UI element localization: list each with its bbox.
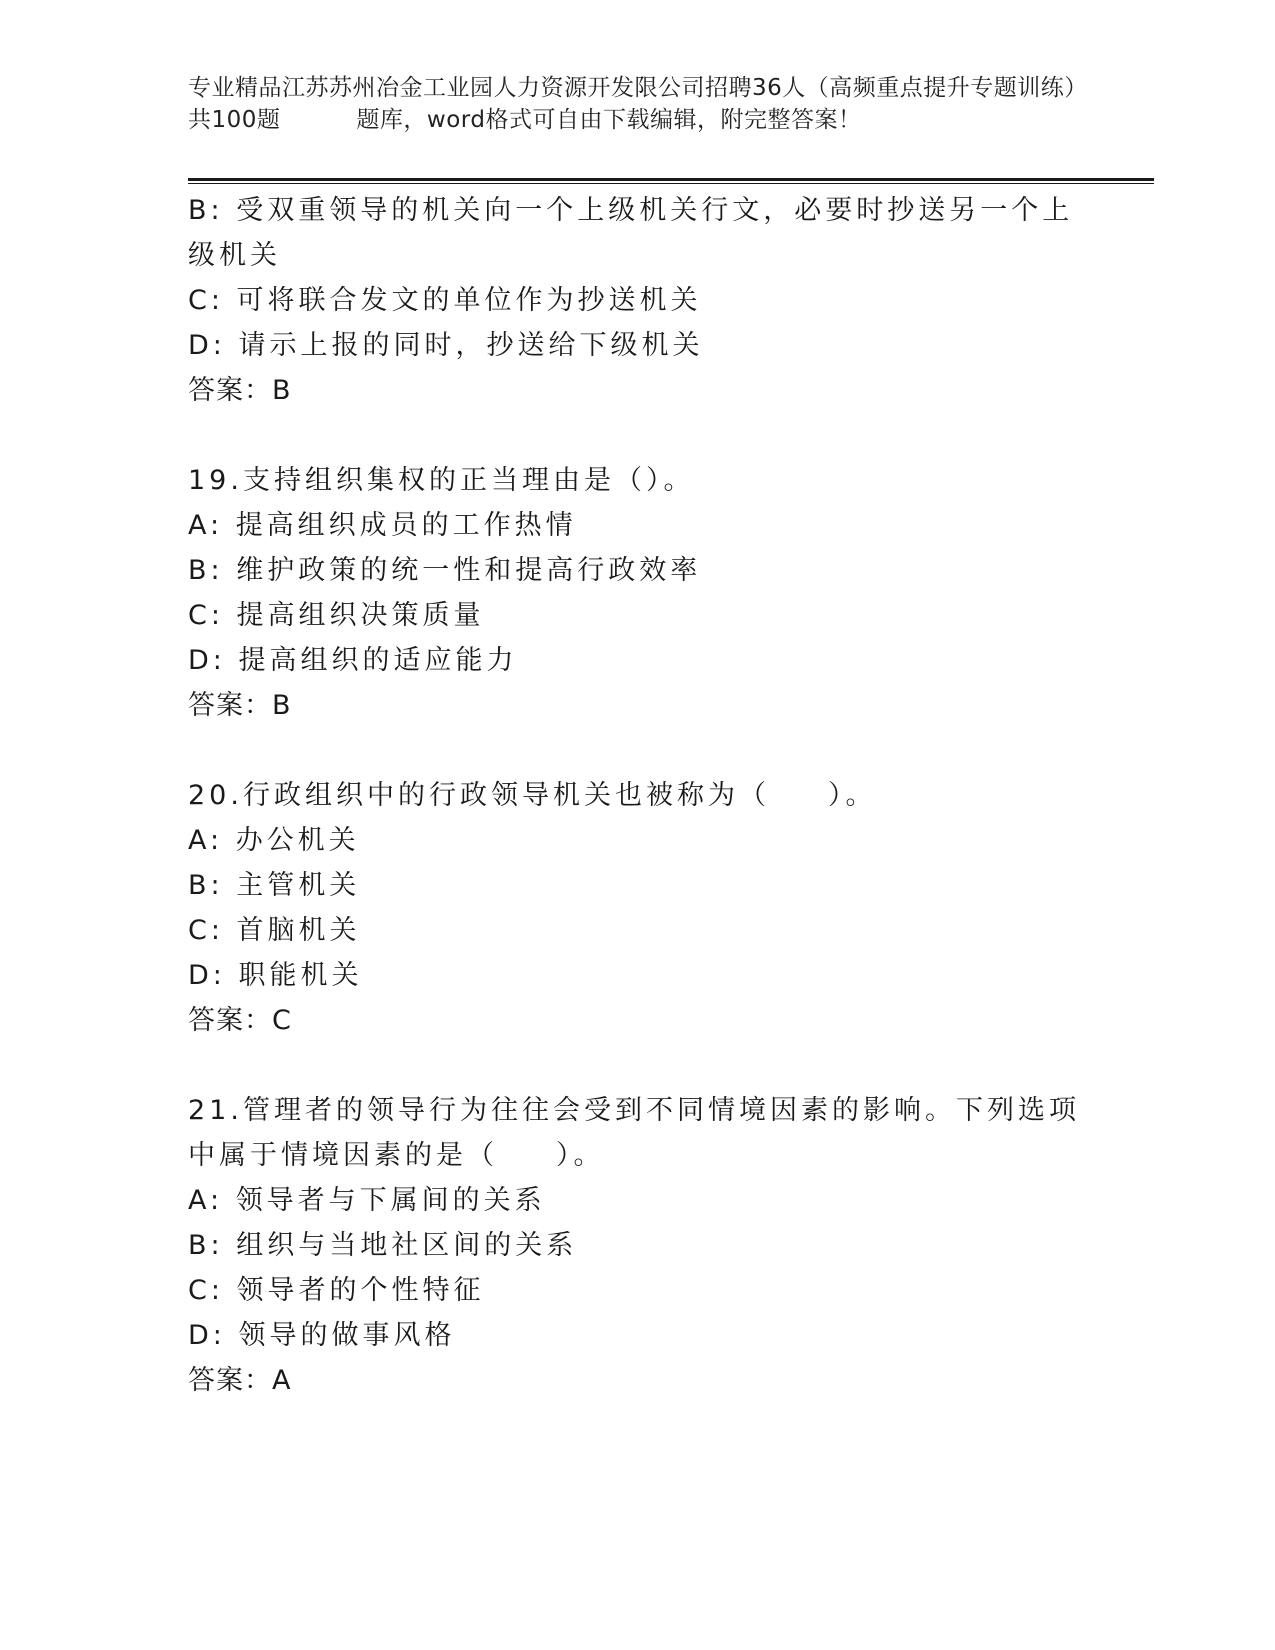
option-line bbox=[188, 323, 1088, 368]
option-line bbox=[188, 278, 1088, 323]
option-label: C: bbox=[188, 600, 237, 631]
option-line bbox=[188, 1313, 1088, 1358]
document-body bbox=[188, 188, 1088, 1403]
option-label: C: bbox=[188, 285, 237, 316]
answer-line: 答案：C bbox=[188, 1005, 292, 1036]
option-line bbox=[188, 1268, 1088, 1313]
option-label: C: bbox=[188, 1275, 237, 1306]
option-line bbox=[188, 593, 1088, 638]
question-number: 21. bbox=[188, 1095, 243, 1126]
question-text: 支持组织集权的正当理由是（）。 bbox=[242, 465, 695, 496]
option-label: D: bbox=[188, 330, 239, 361]
option-line bbox=[188, 188, 1088, 278]
answer-line: 答案：B bbox=[188, 375, 292, 406]
option-line bbox=[188, 908, 1088, 953]
option-line bbox=[188, 863, 1088, 908]
option-label: A: bbox=[188, 825, 236, 856]
option-line bbox=[188, 1178, 1088, 1223]
option-text: 领导者与下属间的关系 bbox=[235, 1185, 546, 1216]
option-text: 可将联合发文的单位作为抄送机关 bbox=[236, 285, 702, 316]
option-label: B: bbox=[188, 195, 237, 226]
answer-line: 答案：A bbox=[188, 1365, 292, 1396]
option-label: A: bbox=[188, 510, 236, 541]
option-line bbox=[188, 953, 1088, 998]
option-text: 提高组织决策质量 bbox=[236, 600, 485, 631]
option-label: A: bbox=[188, 1185, 236, 1216]
option-text: 领导的做事风格 bbox=[238, 1320, 456, 1351]
option-text: 办公机关 bbox=[235, 825, 360, 856]
option-label: B: bbox=[188, 555, 237, 586]
question-19 bbox=[188, 458, 1088, 728]
option-text: 提高组织成员的工作热情 bbox=[235, 510, 577, 541]
answer-line: 答案：B bbox=[188, 690, 292, 721]
question-text: 行政组织中的行政领导机关也被称为（ bbox=[242, 780, 770, 811]
question-stem bbox=[188, 1088, 1088, 1178]
document-header bbox=[188, 72, 1088, 136]
carryover-block bbox=[188, 188, 1088, 413]
question-text: 管理者的领导行为往往会受到不同情境因素的影响。下列选项中属于情境因素的是（ bbox=[188, 1095, 1080, 1171]
option-text: 提高组织的适应能力 bbox=[238, 645, 518, 676]
question-number: 19. bbox=[188, 465, 243, 496]
option-text: 受双重领导的机关向一个上级机关行文，必要时抄送另一个上级机关 bbox=[188, 195, 1074, 271]
header-title-part2: 题库，word格式可自由下载编辑，附完整答案！ bbox=[356, 107, 862, 133]
option-text: 组织与当地社区间的关系 bbox=[236, 1230, 578, 1261]
option-text: 请示上报的同时，抄送给下级机关 bbox=[238, 330, 704, 361]
option-label: B: bbox=[188, 1230, 237, 1261]
option-text: 主管机关 bbox=[236, 870, 361, 901]
option-line bbox=[188, 818, 1088, 863]
option-label: D: bbox=[188, 645, 239, 676]
option-text: 首脑机关 bbox=[236, 915, 361, 946]
option-label: C: bbox=[188, 915, 237, 946]
question-number: 20. bbox=[188, 780, 243, 811]
question-text-end: ）。 bbox=[827, 780, 877, 811]
option-line bbox=[188, 638, 1088, 683]
question-text-end: ）。 bbox=[556, 1140, 605, 1171]
option-line bbox=[188, 1223, 1088, 1268]
option-line bbox=[188, 548, 1088, 593]
question-20 bbox=[188, 773, 1088, 1043]
option-text: 维护政策的统一性和提高行政效率 bbox=[236, 555, 702, 586]
option-line bbox=[188, 503, 1088, 548]
option-label: D: bbox=[188, 960, 239, 991]
header-title-part1: 专业精品江苏苏州冶金工业园人力资源开发限公司招聘36人（高频重点提升专题训练）共100题 bbox=[188, 75, 1088, 133]
question-stem bbox=[188, 773, 1088, 818]
header-rule-thick bbox=[188, 178, 1154, 181]
option-label: B: bbox=[188, 870, 237, 901]
option-text: 领导者的个性特征 bbox=[236, 1275, 485, 1306]
option-label: D: bbox=[188, 1320, 239, 1351]
question-stem bbox=[188, 458, 1088, 503]
option-text: 职能机关 bbox=[238, 960, 363, 991]
header-rule-thin bbox=[188, 183, 1154, 184]
question-21 bbox=[188, 1088, 1088, 1403]
